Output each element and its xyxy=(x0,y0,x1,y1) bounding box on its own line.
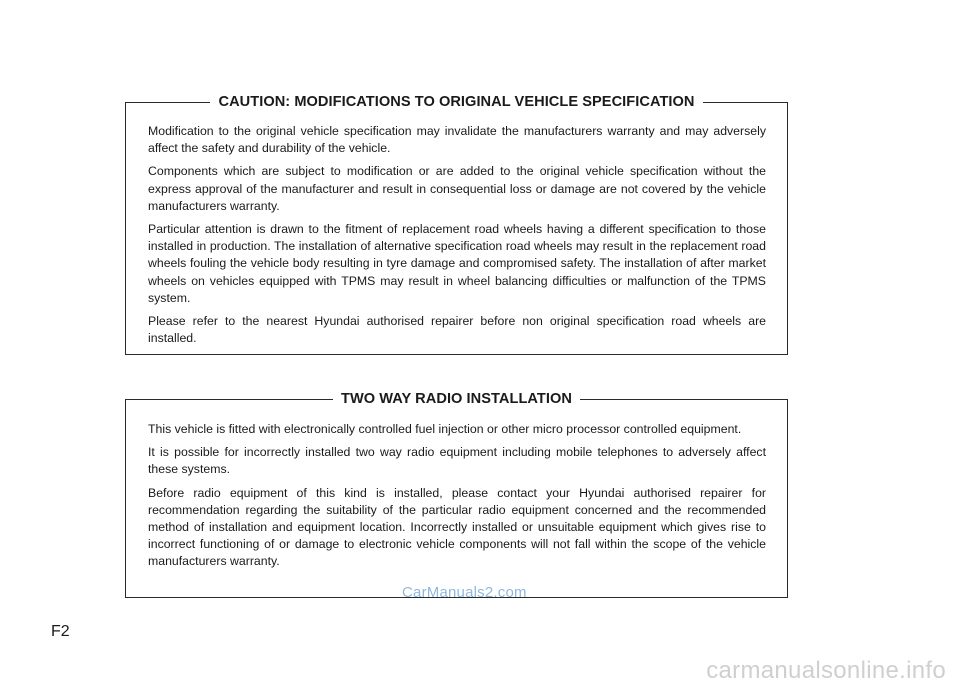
radio-title: TWO WAY RADIO INSTALLATION xyxy=(333,391,580,407)
radio-title-wrap xyxy=(126,390,787,408)
radio-body xyxy=(148,421,766,577)
page-number: F2 xyxy=(51,623,70,640)
radio-paragraph: This vehicle is fitted with electronically controlled fuel injection or other micro processor controlled equipment. xyxy=(148,422,742,436)
radio-paragraph: It is possible for incorrectly installed two way radio equipment including mobile telephones to adversely affect these systems. xyxy=(148,445,766,477)
watermark-carmanualsonline: carmanualsonline.info xyxy=(706,657,946,684)
caution-paragraph: Components which are subject to modification or are added to the original vehicle specification without the express approval of the manufacturer and result in consequential loss or damage are not covered by the vehicle manufacturers warranty. xyxy=(148,164,766,213)
caution-paragraph: Particular attention is drawn to the fitment of replacement road wheels having a different specification to those installed in production. The installation of alternative specification road wheels may result in the replacement road wheels fouling the vehicle body resulting in tyre damage and compromised safety. The installation of after market wheels on vehicles equipped with TPMS may result in wheel balancing difficulties or malfunction of the TPMS system. xyxy=(148,222,766,305)
caution-paragraph: Modification to the original vehicle specification may invalidate the manufacturers warranty and may adversely affect the safety and durability of the vehicle. xyxy=(148,124,766,156)
radio-section xyxy=(125,391,788,598)
watermark-carmanuals2: CarManuals2.com xyxy=(402,584,527,601)
caution-paragraph: Please refer to the nearest Hyundai authorised repairer before non original specification road wheels are installed. xyxy=(148,314,766,346)
radio-paragraph: Before radio equipment of this kind is installed, please contact your Hyundai authorised repairer for recommendation regarding the suitability of the particular radio equipment concerned and the recommended method of installation and equipment location. Incorrectly installed or unsuitable equipment which gives rise to incorrect functioning of or damage to electronic vehicle components will not fall within the scope of the vehicle manufacturers warranty. xyxy=(148,485,766,569)
caution-title: CAUTION: MODIFICATIONS TO ORIGINAL VEHICLE SPECIFICATION xyxy=(210,94,702,110)
caution-section xyxy=(125,94,788,355)
caution-body xyxy=(148,123,766,353)
caution-title-wrap xyxy=(126,93,787,111)
